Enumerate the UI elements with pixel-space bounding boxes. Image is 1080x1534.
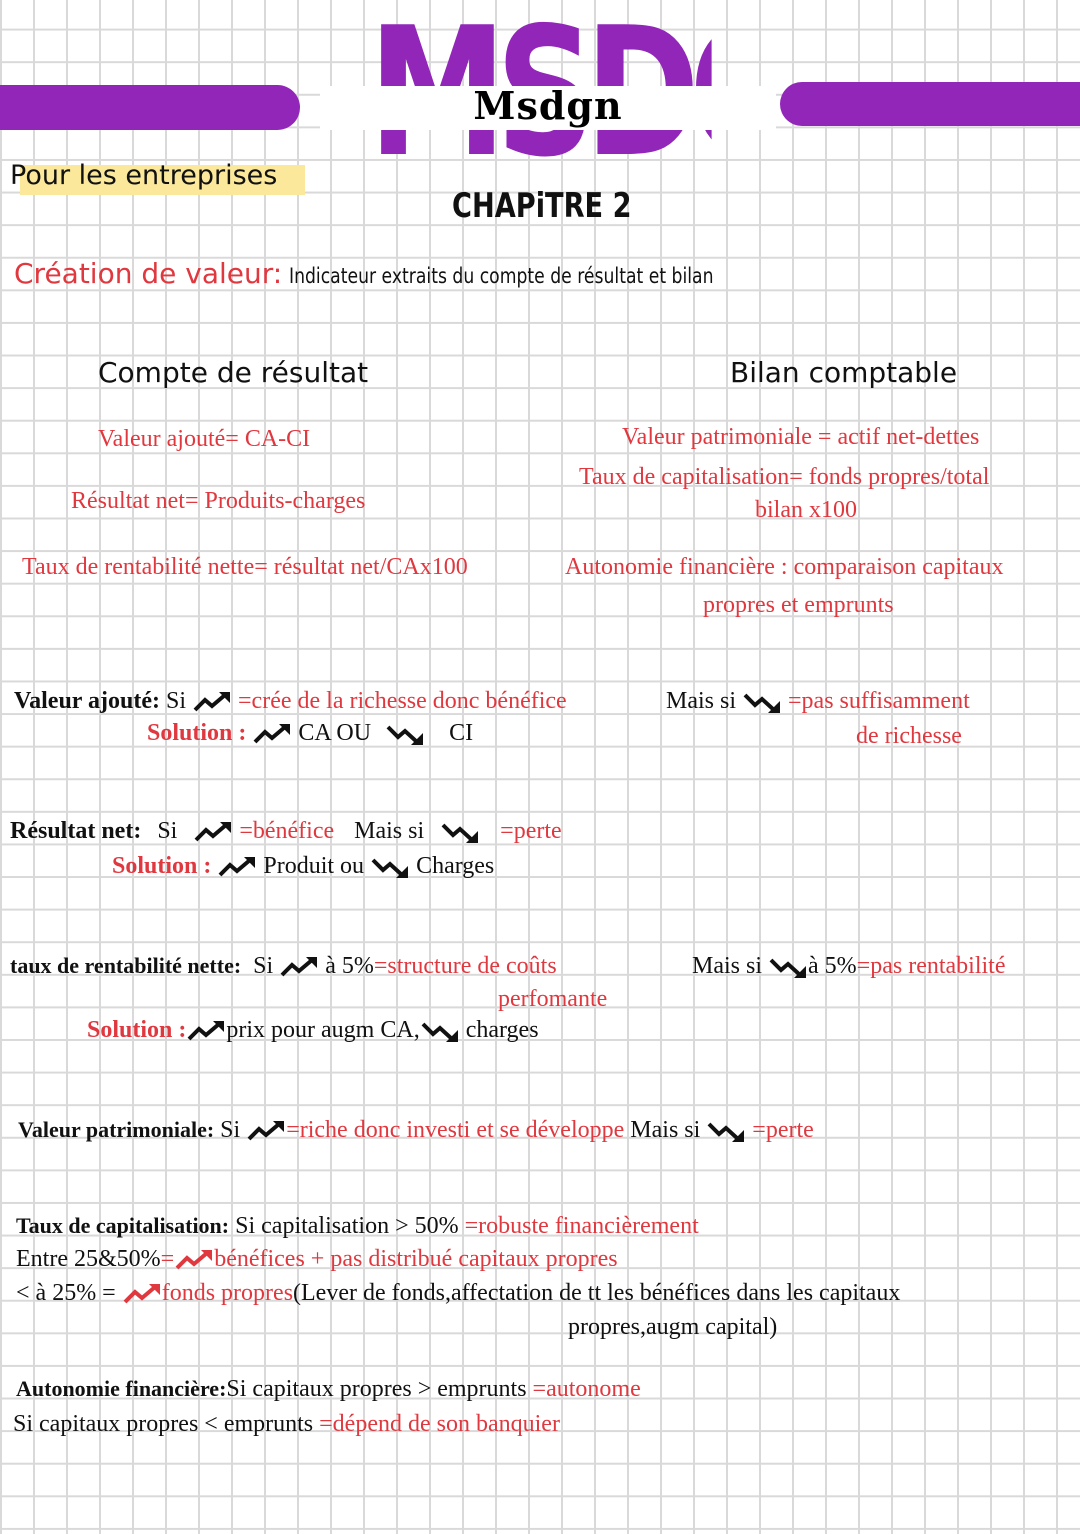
trend-down-icon bbox=[742, 691, 782, 713]
up-result-cont: perfomante bbox=[498, 986, 608, 1012]
trend-up-icon bbox=[192, 691, 232, 713]
si-text: Si bbox=[253, 953, 274, 979]
line-text: Si capitaux propres > emprunts bbox=[226, 1376, 527, 1402]
threshold-down: à 5% bbox=[808, 953, 857, 979]
si-text: Si bbox=[157, 818, 178, 844]
compte-resultat-title: Compte de résultat bbox=[98, 356, 369, 389]
mais-si-text: Mais si bbox=[354, 818, 425, 844]
trend-down-icon bbox=[706, 1120, 746, 1142]
formula-autonomie-cont: propres et emprunts bbox=[703, 592, 894, 618]
formula-taux-capitalisation-cont: bilan x100 bbox=[755, 497, 857, 523]
line-text: Entre 25&50% bbox=[16, 1246, 161, 1272]
solution-down-text: CI bbox=[449, 720, 474, 746]
valeur-ajoute-row bbox=[14, 688, 567, 715]
trend-up-icon bbox=[193, 821, 233, 843]
line-result: fonds propres bbox=[161, 1280, 294, 1306]
resultat-net-solution bbox=[112, 853, 494, 880]
chapter-title: CHAPiTRE 2 bbox=[452, 186, 632, 226]
valeur-patrimoniale-row bbox=[18, 1117, 814, 1144]
taux-capitalisation-label: Taux de capitalisation: bbox=[16, 1213, 230, 1238]
line-result: bénéfices + pas distribué capitaux propres bbox=[214, 1246, 618, 1272]
solution-up-text: CA OU bbox=[298, 720, 372, 746]
valeur-patrimoniale-label: Valeur patrimoniale: bbox=[18, 1117, 215, 1142]
creation-heading bbox=[14, 257, 807, 291]
resultat-net-label: Résultat net: bbox=[10, 818, 142, 844]
bilan-comptable-title: Bilan comptable bbox=[730, 356, 958, 389]
taux-capitalisation-line1 bbox=[16, 1213, 699, 1240]
solution-up-text: prix pour augm CA, bbox=[226, 1017, 420, 1043]
autonomie-label: Autonomie financière: bbox=[16, 1376, 227, 1401]
up-result: =crée de la richesse donc bénéfice bbox=[238, 688, 567, 714]
down-result: =perte bbox=[752, 1117, 814, 1143]
mais-si-text: Mais si bbox=[692, 953, 763, 979]
trend-down-icon bbox=[440, 821, 480, 843]
solution-label: Solution : bbox=[147, 720, 247, 746]
valeur-ajoute-solution bbox=[147, 720, 473, 747]
subtitle: Pour les entreprises bbox=[10, 160, 278, 191]
line-detail: (Lever de fonds,affectation de tt les bénéfices dans les capitaux bbox=[293, 1280, 901, 1306]
solution-down-text: charges bbox=[465, 1017, 539, 1043]
autonomie-line2 bbox=[13, 1411, 560, 1438]
taux-rentabilite-label: taux de rentabilité nette: bbox=[10, 953, 242, 978]
down-result: =perte bbox=[500, 818, 562, 844]
solution-down-text: Charges bbox=[416, 853, 495, 879]
autonomie-line1 bbox=[16, 1376, 641, 1403]
trend-down-icon bbox=[385, 723, 425, 745]
line-text: Si capitalisation > 50% bbox=[235, 1213, 459, 1239]
trend-up-red-icon bbox=[122, 1283, 162, 1305]
equals-sign: = bbox=[160, 1246, 175, 1272]
valeur-ajoute-label: Valeur ajouté: bbox=[14, 688, 160, 714]
formula-taux-rentabilite: Taux de rentabilité nette= résultat net/CAx100 bbox=[22, 554, 468, 580]
down-result: =pas rentabilité bbox=[856, 953, 1006, 979]
trend-down-icon bbox=[370, 856, 410, 878]
line-text: < à 25% = bbox=[16, 1280, 116, 1306]
trend-up-icon bbox=[252, 723, 292, 745]
down-result: =pas suffisamment bbox=[788, 688, 970, 714]
formula-valeur-ajoute: Valeur ajouté= CA-CI bbox=[98, 426, 311, 452]
taux-capitalisation-line3-cont: propres,augm capital) bbox=[568, 1314, 778, 1340]
line-result: =dépend de son banquier bbox=[319, 1411, 560, 1437]
creation-title: Création de valeur: bbox=[14, 257, 283, 290]
trend-up-icon bbox=[217, 856, 257, 878]
si-text: Si bbox=[166, 688, 187, 714]
trend-down-icon bbox=[768, 956, 808, 978]
trend-up-red-icon bbox=[174, 1249, 214, 1271]
trend-up-icon bbox=[246, 1120, 286, 1142]
taux-rentabilite-solution bbox=[87, 1017, 539, 1044]
solution-label: Solution : bbox=[87, 1017, 187, 1043]
logo-small-text: Msdgn bbox=[473, 83, 623, 128]
trend-down-icon bbox=[420, 1020, 460, 1042]
up-result: =riche donc investi et se développe bbox=[286, 1117, 625, 1143]
formula-valeur-patrimoniale: Valeur patrimoniale = actif net-dettes bbox=[622, 424, 980, 450]
taux-rentabilite-row bbox=[10, 953, 557, 980]
line-text: Si capitaux propres < emprunts bbox=[13, 1411, 314, 1437]
formula-resultat-net: Résultat net= Produits-charges bbox=[71, 488, 366, 514]
valeur-ajoute-down bbox=[666, 688, 970, 715]
line-result: =autonome bbox=[532, 1376, 641, 1402]
solution-label: Solution : bbox=[112, 853, 212, 879]
mais-si-text: Mais si bbox=[630, 1117, 701, 1143]
formula-autonomie: Autonomie financière : comparaison capitaux bbox=[565, 554, 1004, 580]
taux-capitalisation-line3 bbox=[16, 1280, 900, 1307]
down-result-cont: de richesse bbox=[856, 723, 962, 749]
taux-rentabilite-down bbox=[692, 953, 1006, 980]
mais-si-text: Mais si bbox=[666, 688, 737, 714]
right-purple-bar bbox=[780, 82, 1080, 126]
creation-description: Indicateur extraits du compte de résultat et bilan bbox=[289, 264, 714, 288]
solution-up-text: Produit ou bbox=[263, 853, 365, 879]
left-purple-bar bbox=[0, 85, 300, 130]
formula-taux-capitalisation: Taux de capitalisation= fonds propres/total bbox=[579, 464, 990, 490]
trend-up-icon bbox=[186, 1020, 226, 1042]
up-result: =structure de coûts bbox=[373, 953, 557, 979]
trend-up-icon bbox=[279, 956, 319, 978]
up-result: =bénéfice bbox=[239, 818, 335, 844]
line-result: =robuste financièrement bbox=[464, 1213, 699, 1239]
si-text: Si bbox=[220, 1117, 241, 1143]
threshold-up: à 5% bbox=[325, 953, 374, 979]
resultat-net-row bbox=[10, 818, 562, 845]
taux-capitalisation-line2 bbox=[16, 1246, 618, 1273]
